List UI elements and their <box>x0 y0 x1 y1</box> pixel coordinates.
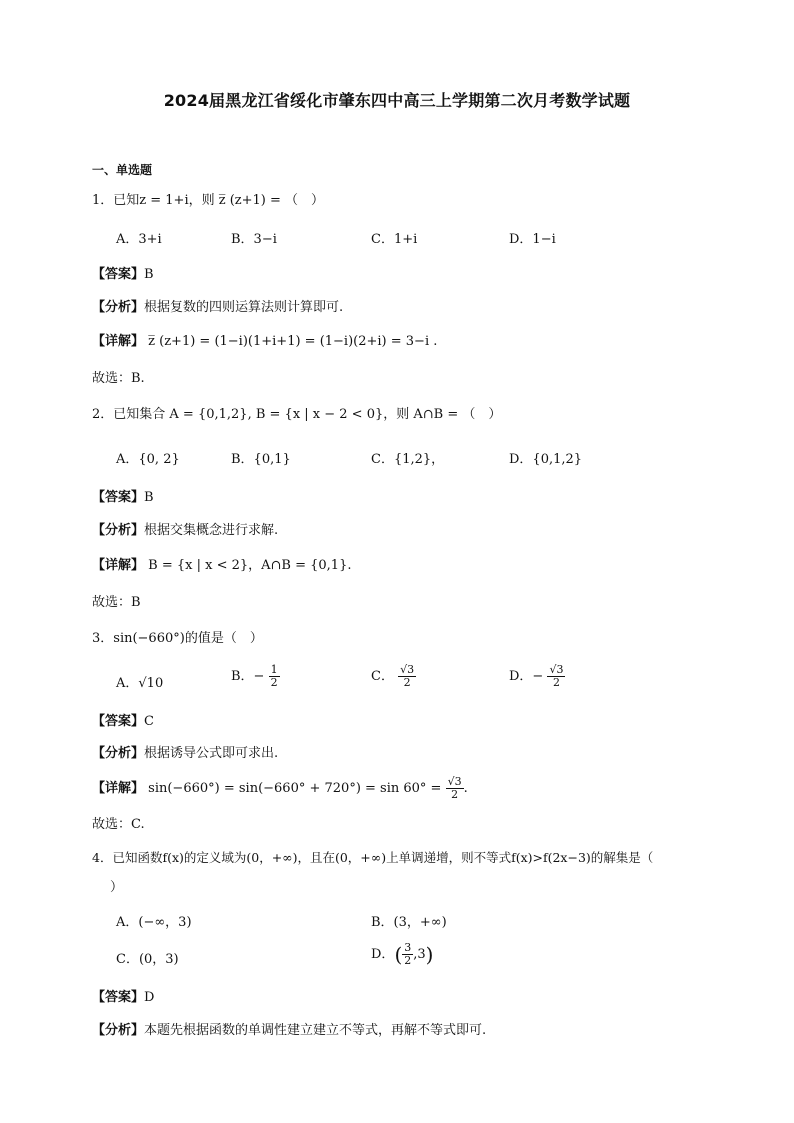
q1-detail <box>92 332 437 352</box>
q1-option-d: D．1−i <box>509 232 556 247</box>
q3-option-b <box>231 664 280 689</box>
fraction-denominator: 2 <box>403 676 411 689</box>
q2-option-c: C．{1,2}， <box>371 452 445 467</box>
q1-option-a: A．3+i <box>116 232 162 247</box>
page-title: 2024届黑龙江省绥化市肇东四中高三上学期第二次月考数学试题 <box>163 91 631 110</box>
q2-analysis-text: 根据交集概念进行求解. <box>144 523 279 538</box>
q4-analysis-text: 本题先根据函数的单调性建立建立不等式，再解不等式即可. <box>144 1023 487 1038</box>
fraction-denominator: 2 <box>552 676 560 689</box>
fraction-numerator: √3 <box>447 775 462 788</box>
q3-detail-text: sin(−660°) = sin(−660° + 720°) = sin 60° = <box>148 781 442 796</box>
analysis-tag: 【分析】 <box>92 1023 145 1038</box>
q2-stem: 2．已知集合 A = {0,1,2}, B = {x | x − 2 < 0}，则 A∩B = （ ） <box>92 407 502 422</box>
q3-analysis-text: 根据诱导公式即可求出. <box>144 746 279 761</box>
q1-analysis-text: 根据复数的四则运算法则计算即可. <box>144 300 344 315</box>
q4-answer <box>92 988 154 1008</box>
answer-tag: 【答案】 <box>92 714 145 729</box>
q1-answer-value: B <box>144 267 154 282</box>
q3-option-a: A．√10 <box>116 676 164 691</box>
q2-option-b: B．{0,1} <box>231 452 291 467</box>
q4-option-d-fraction <box>402 942 413 967</box>
q4-option-d-prefix: D． <box>371 947 395 962</box>
fraction-numerator: 3 <box>404 941 412 954</box>
detail-tag: 【详解】 <box>92 558 145 573</box>
q3-option-d-fraction <box>547 664 565 689</box>
analysis-tag: 【分析】 <box>92 300 145 315</box>
q3-detail <box>92 776 468 801</box>
q3-answer <box>92 712 154 732</box>
analysis-tag: 【分析】 <box>92 746 145 761</box>
answer-tag: 【答案】 <box>92 490 145 505</box>
q2-conclusion: 故选：B <box>92 595 141 610</box>
detail-tag: 【详解】 <box>92 781 145 796</box>
q3-option-d <box>509 664 565 689</box>
q3-option-b-prefix: B．− <box>231 669 265 684</box>
paren-open: ( <box>394 942 403 967</box>
q2-option-a: A．{0, 2} <box>116 452 180 467</box>
q4-option-d-suffix: ,3 <box>413 947 426 962</box>
q3-option-c-prefix: C． <box>371 669 394 684</box>
q3-option-c <box>371 664 416 689</box>
q1-detail-text: z̅ (z+1) = (1−i)(1+i+1) = (1−i)(2+i) = 3−i . <box>148 334 438 349</box>
q1-option-c: C．1+i <box>371 232 418 247</box>
section-heading: 一、单选题 <box>92 163 153 177</box>
answer-tag: 【答案】 <box>92 990 145 1005</box>
q2-answer <box>92 488 154 508</box>
fraction-numerator: 1 <box>270 663 278 676</box>
q3-analysis <box>92 744 278 764</box>
q4-option-b: B．(3，+∞) <box>371 915 447 930</box>
q2-option-d: D．{0,1,2} <box>509 452 583 467</box>
q3-option-c-fraction <box>398 664 416 689</box>
q2-detail-text: B = {x | x < 2}，A∩B = {0,1}. <box>148 558 352 573</box>
q2-detail <box>92 556 352 576</box>
q3-stem: 3．sin(−660°)的值是（ ） <box>92 631 263 646</box>
q4-option-c: C．(0，3) <box>116 952 179 967</box>
detail-tag: 【详解】 <box>92 334 145 349</box>
q2-analysis <box>92 521 278 541</box>
q3-detail-end: . <box>463 781 468 796</box>
q4-option-a: A．(−∞，3) <box>116 915 192 930</box>
fraction-numerator: √3 <box>400 663 415 676</box>
q4-stem-line1: 4．已知函数f(x)的定义域为(0，+∞)，且在(0，+∞)上单调递增，则不等式f(x)>f(2x−3)的解集是（ <box>92 850 654 865</box>
q3-option-b-fraction <box>269 664 280 689</box>
q2-answer-value: B <box>144 490 154 505</box>
q4-answer-value: D <box>144 990 155 1005</box>
q4-stem-line2: ） <box>110 880 124 895</box>
q4-analysis <box>92 1021 486 1041</box>
q3-detail-fraction <box>446 776 464 801</box>
fraction-denominator: 2 <box>451 788 459 801</box>
q1-option-b: B．3−i <box>231 232 277 247</box>
q3-option-d-prefix: D．− <box>509 669 544 684</box>
fraction-denominator: 2 <box>404 954 412 967</box>
q1-conclusion: 故选：B. <box>92 371 145 386</box>
q4-option-d <box>371 942 433 967</box>
q1-stem: 1．已知z = 1+i，则 z̅ (z+1) = （ ） <box>92 193 325 208</box>
paren-close: ) <box>425 942 434 967</box>
q1-answer <box>92 265 154 285</box>
fraction-numerator: √3 <box>549 663 564 676</box>
answer-tag: 【答案】 <box>92 267 145 282</box>
q1-analysis <box>92 298 343 318</box>
fraction-denominator: 2 <box>270 676 278 689</box>
q3-answer-value: C <box>144 714 154 729</box>
q3-conclusion: 故选：C. <box>92 817 145 832</box>
analysis-tag: 【分析】 <box>92 523 145 538</box>
